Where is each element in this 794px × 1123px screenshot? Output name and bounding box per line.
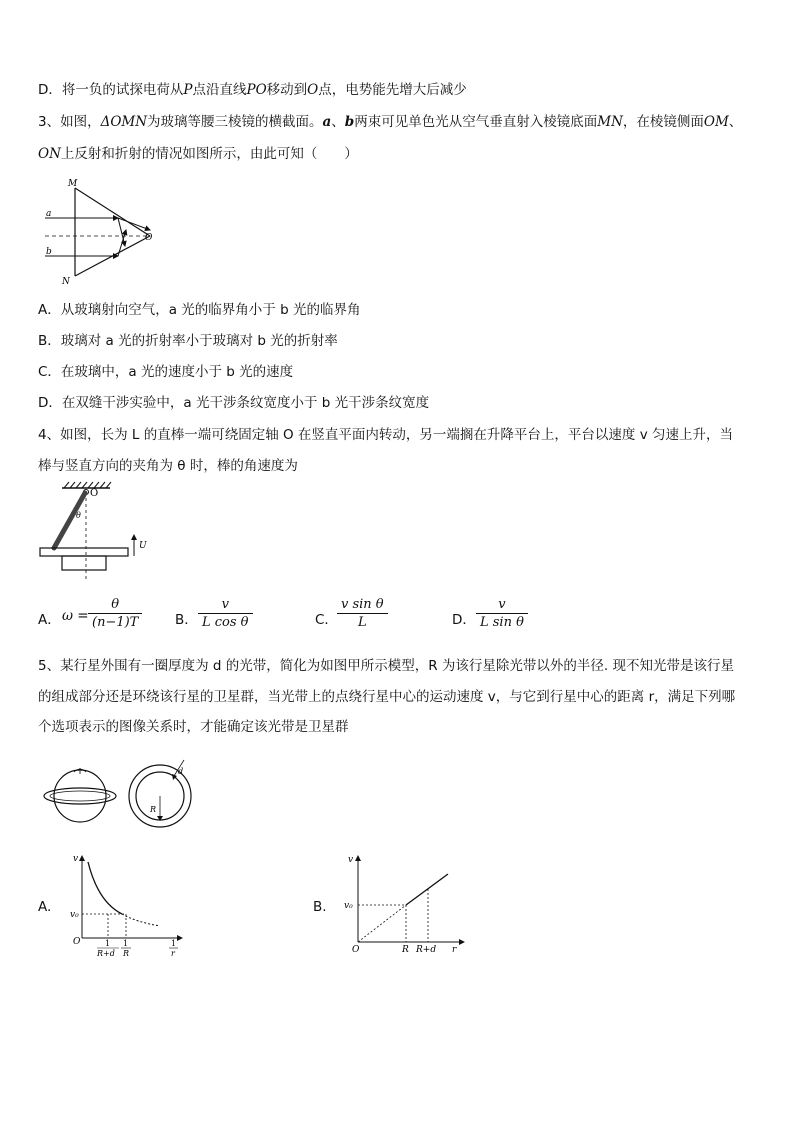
tick-rd: R+d [416, 945, 437, 955]
text: 、 [331, 114, 345, 130]
q4-option-d-fraction[interactable] [476, 597, 528, 631]
ring-outer [44, 788, 116, 804]
label-u: U [139, 541, 147, 551]
var-b: b [344, 114, 355, 130]
tick1-num: 1 [105, 939, 111, 948]
text: D．将一负的试探电荷从 [38, 82, 184, 98]
label-d: d [178, 767, 184, 776]
ring-top-view-figure [124, 758, 196, 830]
q3-option-c[interactable]: C．在玻璃中，a 光的速度小于 b 光的速度 [38, 364, 294, 380]
label-v0: v₀ [344, 901, 353, 911]
prev-option-d [38, 80, 467, 100]
label-a: a [46, 209, 52, 219]
velocity-arrow-head [131, 534, 137, 540]
label-r-axis: r [452, 945, 457, 955]
text: 如图， [60, 114, 101, 130]
label-theta: θ [76, 511, 81, 520]
q4-line2: 棒与竖直方向的夹角为 θ 时，棒的角速度为 [38, 458, 298, 474]
var-a: a [322, 114, 332, 130]
var-on: ON [38, 146, 61, 162]
q4-option-a-fraction[interactable] [88, 597, 142, 631]
dashed-linear [358, 905, 406, 942]
q4-option-a-lhs: ω = [62, 608, 89, 624]
text: 点沿直线 [192, 82, 247, 98]
q5-line1: 5、某行星外围有一圈厚度为 d 的光带，简化为如图甲所示模型，R 为该行星除光带以外的半径. 现不知光带是该行星 [38, 658, 734, 674]
q5-option-b-label[interactable]: B. [313, 899, 327, 915]
rod [54, 493, 85, 548]
planet [54, 770, 106, 822]
prism-side-om [75, 188, 150, 236]
denominator: L cos θ [198, 613, 253, 631]
planet-ring-figure [40, 762, 120, 828]
q4-option-a-label[interactable]: A． [38, 612, 61, 628]
numerator: v sin θ [341, 597, 384, 612]
ceiling-hatch [64, 482, 111, 488]
numerator: v [221, 597, 229, 612]
denominator: (n−1)T [88, 613, 142, 631]
denominator: L sin θ [476, 613, 528, 631]
ray-a-refract [118, 218, 150, 230]
tick1-den: R+d [97, 949, 115, 958]
label-n: N [62, 277, 70, 287]
q3-option-b[interactable]: B．玻璃对 a 光的折射率小于玻璃对 b 光的折射率 [38, 333, 338, 349]
var-triangle: ΔOMN [100, 114, 148, 130]
tick2-den: R [123, 949, 130, 958]
curve-solid [88, 862, 122, 914]
q3-option-a[interactable]: A．从玻璃射向空气，a 光的临界角小于 b 光的临界角 [38, 302, 361, 318]
text: 上反射和折射的情况如图所示，由此可知（ ） [60, 146, 358, 162]
label-o: O [73, 937, 81, 947]
tick2-num: 1 [123, 939, 129, 948]
label-m: M [68, 179, 78, 189]
ray-a-reflect [118, 218, 125, 246]
var-p: P [183, 82, 193, 98]
tick-r: R [402, 945, 409, 955]
text: 为玻璃等腰三棱镜的横截面。 [147, 114, 323, 130]
numerator: θ [111, 597, 120, 612]
graph-b[interactable] [344, 852, 468, 956]
graph-a[interactable] [70, 852, 190, 960]
q3-line2 [38, 144, 358, 164]
q5-line2: 的组成部分还是环绕该行星的卫星群，当光带上的点绕行星中心的运动速度 v，与它到行星中心的距离 r，满足下列哪 [38, 689, 736, 705]
x-num: 1 [171, 939, 177, 948]
x-axis-arrow [177, 935, 183, 941]
q4-option-c-fraction[interactable] [337, 597, 388, 631]
ring-inner [50, 791, 110, 801]
q5-option-a-label[interactable]: A. [38, 899, 52, 915]
question-number: 3、 [38, 114, 61, 130]
q4-option-b-fraction[interactable] [198, 597, 253, 631]
platform-base [62, 556, 106, 570]
text: 点，电势能先增大后减少 [318, 82, 467, 98]
x-axis-arrow [459, 939, 465, 945]
solid-linear [406, 874, 448, 905]
curve-dotted [122, 914, 160, 926]
var-po: PO [246, 82, 267, 98]
denominator: L [337, 613, 388, 631]
q4-option-b-label[interactable]: B． [175, 612, 198, 628]
text: 两束可见单色光从空气垂直射入棱镜底面 [354, 114, 598, 130]
q5-line3: 个选项表示的图像关系时，才能确定该光带是卫星群 [38, 719, 349, 735]
label-b: b [46, 247, 52, 257]
var-o: O [307, 82, 319, 98]
label-r: R [150, 805, 157, 814]
y-axis-arrow [355, 855, 361, 861]
numerator: v [498, 597, 506, 612]
label-v: v [348, 855, 354, 865]
text: 、 [728, 114, 743, 130]
q3-option-d[interactable]: D．在双缝干涉实验中，a 光干涉条纹宽度小于 b 光干涉条纹宽度 [38, 395, 430, 411]
label-v0: v₀ [70, 910, 79, 920]
label-o: O [90, 488, 99, 499]
label-o: O [145, 233, 153, 243]
q4-option-c-label[interactable]: C． [315, 612, 338, 628]
q4-option-d-label[interactable]: D． [452, 612, 476, 628]
var-mn: MN [597, 114, 623, 130]
text: 移动到 [266, 82, 308, 98]
x-den: r [171, 949, 175, 958]
label-v: v [73, 854, 79, 864]
rod-figure [38, 480, 158, 584]
y-axis-arrow [79, 855, 85, 861]
var-om: OM [703, 114, 729, 130]
text: ，在棱镜侧面 [622, 114, 704, 130]
q4-line1: 4、如图，长为 L 的直棒一端可绕固定轴 O 在竖直平面内转动，另一端搁在升降平台上，平台以速度 v 匀速上升，当 [38, 427, 733, 443]
q3-line1 [38, 112, 742, 132]
prism-figure [40, 178, 170, 286]
label-o: O [352, 945, 360, 955]
